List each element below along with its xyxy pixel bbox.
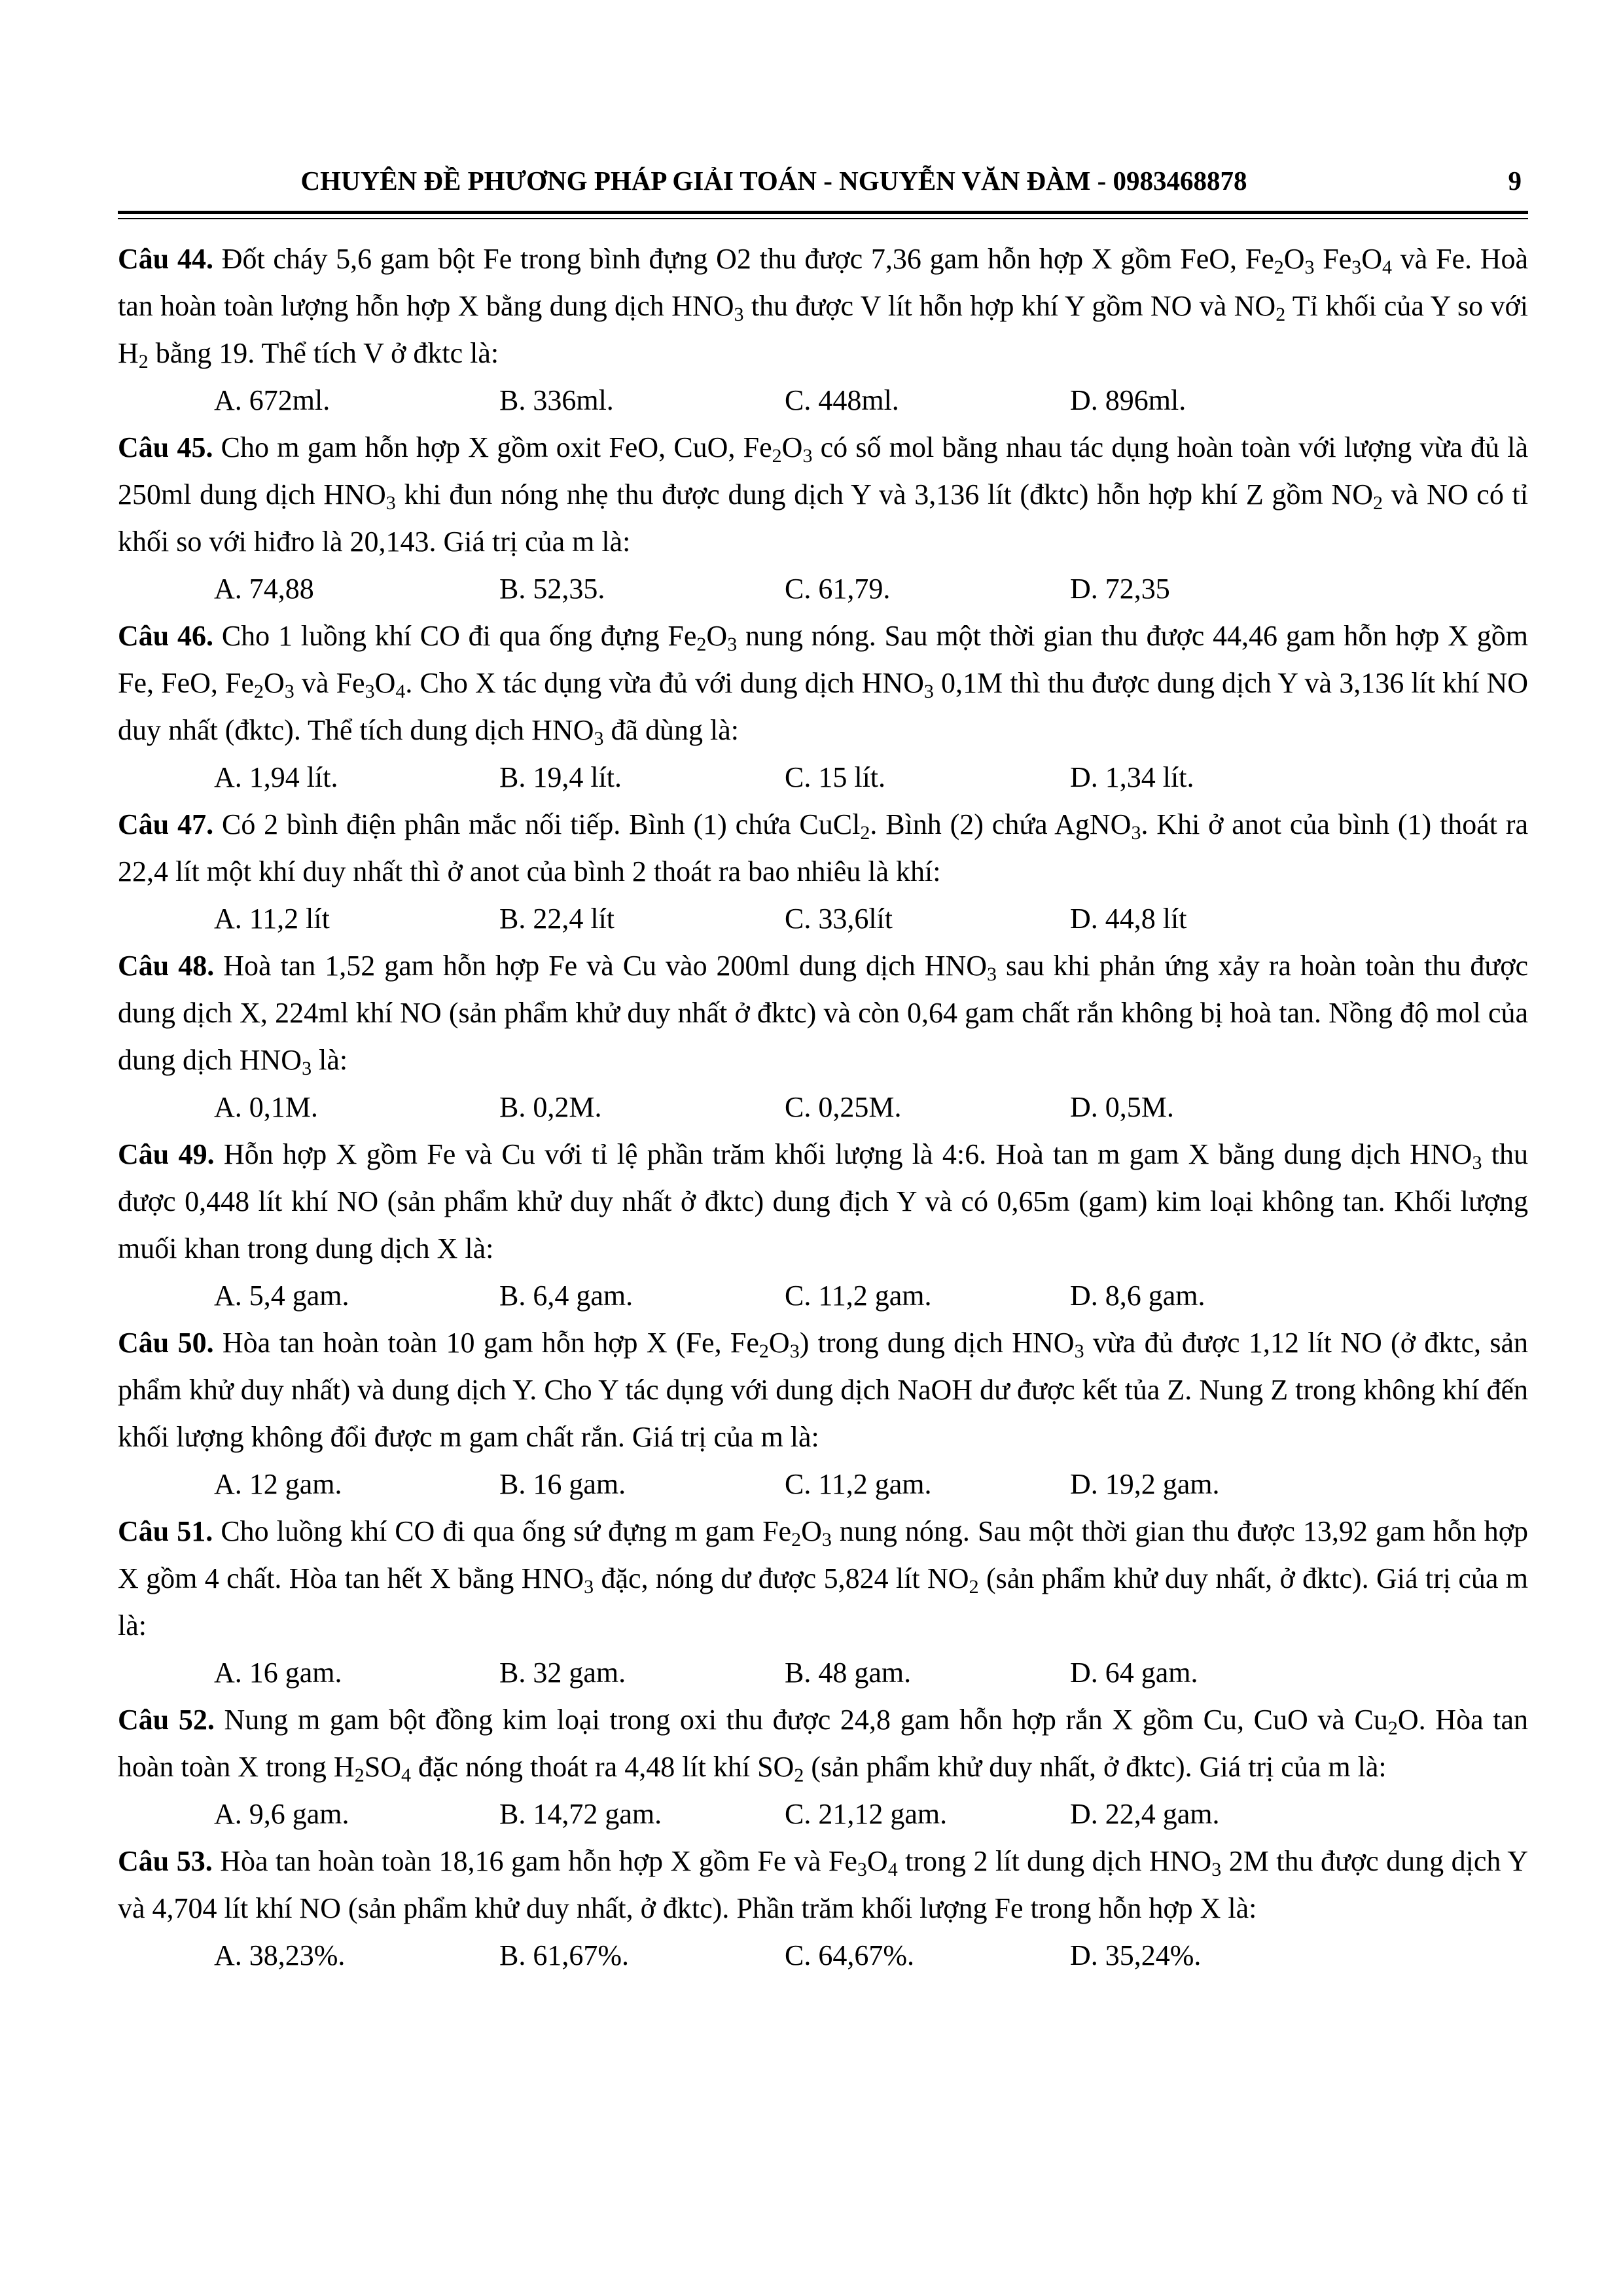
question-label: Câu 45. (118, 431, 213, 463)
answer-option: D. 8,6 gam. (1070, 1280, 1205, 1312)
answer-option: B. 0,2M. (499, 1091, 602, 1123)
answer-option: A. 0,1M. (214, 1091, 318, 1123)
question-stem (118, 1319, 1528, 1461)
answer-options (118, 1791, 1528, 1838)
answer-option: A. 74,88 (214, 573, 314, 605)
header-rule-thin (118, 218, 1528, 219)
answer-option: D. 64 gam. (1070, 1657, 1198, 1689)
answer-option: B. 6,4 gam. (499, 1280, 633, 1312)
answer-option: D. 44,8 lít (1070, 903, 1187, 935)
answer-option: C. 64,67%. (785, 1939, 914, 1971)
answer-option: B. 14,72 gam. (499, 1798, 662, 1830)
answer-option: A. 9,6 gam. (214, 1798, 349, 1830)
answer-option: B. 61,67%. (499, 1939, 629, 1971)
answer-option: A. 16 gam. (214, 1657, 342, 1689)
answer-options (118, 895, 1528, 942)
question-51 (118, 1508, 1528, 1696)
answer-option: D. 22,4 gam. (1070, 1798, 1220, 1830)
answer-options (118, 1461, 1528, 1508)
question-label: Câu 44. (118, 243, 213, 275)
answer-options (118, 1649, 1528, 1696)
answer-option: B. 48 gam. (785, 1657, 912, 1689)
question-label: Câu 46. (118, 620, 214, 652)
answer-option: B. 336ml. (499, 384, 614, 416)
answer-option: D. 1,34 lít. (1070, 761, 1194, 793)
answer-option: A. 5,4 gam. (214, 1280, 349, 1312)
answer-option: C. 11,2 gam. (785, 1468, 932, 1500)
question-label: Câu 47. (118, 808, 214, 840)
answer-option: A. 1,94 lít. (214, 761, 338, 793)
answer-options (118, 1084, 1528, 1131)
answer-option: D. 19,2 gam. (1070, 1468, 1220, 1500)
page-number: 9 (1508, 166, 1522, 196)
answer-option: D. 0,5M. (1070, 1091, 1174, 1123)
question-label: Câu 48. (118, 950, 215, 982)
answer-option: D. 896ml. (1070, 384, 1186, 416)
question-label: Câu 50. (118, 1327, 214, 1359)
answer-option: C. 61,79. (785, 573, 891, 605)
question-stem (118, 613, 1528, 754)
answer-options (118, 1932, 1528, 1979)
page-header (118, 161, 1528, 207)
question-text: Hỗn hợp X gồm Fe và Cu với tỉ lệ phần trăm khối lượng là 4:6. Hoà tan m gam X bằng dung dịch $HNO_3$ thu được 0,448 lít khí NO (sản phẩm khử duy nhất ở đktc) dung địch Y và có 0,65m (gam) kim loại không tan. Khối lượng muối khan trong dung dịch X là: (118, 1138, 1529, 1265)
question-text: Đốt cháy 5,6 gam bột Fe trong bình đựng O2 thu được 7,36 gam hỗn hợp X gồm FeO, $Fe_2O_3$ $Fe_3O_4$ và Fe. Hoà tan hoàn toàn lượng hỗn hợp X bằng dung dịch $HNO_3$ thu được V lít hỗn hợp khí Y gồm NO và $NO_2$ Tỉ khối của Y so với $H_2$ bằng 19. Thể tích V ở đktc là: (118, 243, 1529, 372)
question-stem (118, 801, 1528, 895)
question-list (118, 236, 1528, 1979)
question-text: Nung m gam bột đồng kim loại trong oxi thu được 24,8 gam hỗn hợp rắn X gồm Cu, CuO và $Cu_2O$. Hòa tan hoàn toàn X trong $H_2SO_4$ đặc nóng thoát ra 4,48 lít khí $SO_2$ (sản phẩm khử duy nhất, ở đktc). Giá trị của m là: (118, 1704, 1528, 1786)
answer-option: C. 11,2 gam. (785, 1280, 932, 1312)
question-stem (118, 1131, 1528, 1272)
answer-option: C. 15 lít. (785, 761, 886, 793)
question-text: Có 2 bình điện phân mắc nối tiếp. Bình (1) chứa CuCl$_2$. Bình (2) chứa AgNO$_3$. Khi ở anot của bình (1) thoát ra 22,4 lít một khí duy nhất thì ở anot của bình 2 thoát ra bao nhiêu là khí: (118, 808, 1529, 888)
question-label: Câu 49. (118, 1138, 215, 1170)
answer-option: D. 72,35 (1070, 573, 1170, 605)
answer-option: C. 448ml. (785, 384, 899, 416)
question-45 (118, 424, 1528, 613)
answer-option: B. 16 gam. (499, 1468, 626, 1500)
question-50 (118, 1319, 1528, 1508)
answer-options (118, 754, 1528, 801)
question-stem (118, 1508, 1528, 1649)
question-text: Hòa tan hoàn toàn 10 gam hỗn hợp X (Fe, $Fe_2O_3$) trong dung dịch $HNO_3$ vừa đủ được 1,12 lít NO (ở đktc, sản phẩm khử duy nhất) và dung dịch Y. Cho Y tác dụng với dung dịch NaOH dư được kết tủa Z. Nung Z trong không khí đến khối lượng không đổi được m gam chất rắn. Giá trị của m là: (118, 1327, 1529, 1453)
question-44 (118, 236, 1528, 424)
answer-option: C. 0,25M. (785, 1091, 902, 1123)
answer-option: B. 52,35. (499, 573, 605, 605)
answer-option: D. 35,24%. (1070, 1939, 1202, 1971)
answer-option: B. 19,4 lít. (499, 761, 622, 793)
answer-option: B. 22,4 lít (499, 903, 615, 935)
question-label: Câu 53. (118, 1845, 213, 1877)
question-label: Câu 52. (118, 1704, 215, 1736)
question-stem (118, 236, 1528, 377)
question-stem (118, 1696, 1528, 1791)
answer-option: A. 12 gam. (214, 1468, 342, 1500)
question-text: Cho m gam hỗn hợp X gồm oxit FeO, CuO, $Fe_2O_3$ có số mol bằng nhau tác dụng hoàn toàn với lượng vừa đủ là 250ml dung dịch $HNO_3$ khi đun nóng nhẹ thu được dung dịch Y và 3,136 lít (đktc) hỗn hợp khí Z gồm $NO_2$ và NO có tỉ khối so với hiđro là 20,143. Giá trị của m là: (118, 431, 1529, 558)
question-48 (118, 942, 1528, 1131)
answer-option: A. 672ml. (214, 384, 330, 416)
question-label: Câu 51. (118, 1515, 213, 1547)
answer-option: C. 21,12 gam. (785, 1798, 948, 1830)
answer-option: B. 32 gam. (499, 1657, 626, 1689)
question-stem (118, 1838, 1528, 1932)
question-text: Hòa tan hoàn toàn 18,16 gam hỗn hợp X gồm Fe và $Fe_3O_4$ trong 2 lít dung dịch $HNO_3$ 2M thu được dung dịch Y và 4,704 lít khí NO (sản phẩm khử duy nhất, ở đktc). Phần trăm khối lượng Fe trong hỗn hợp X là: (118, 1845, 1528, 1924)
answer-option: A. 11,2 lít (214, 903, 330, 935)
question-52 (118, 1696, 1528, 1838)
question-49 (118, 1131, 1528, 1319)
question-53 (118, 1838, 1528, 1979)
question-text: Hoà tan 1,52 gam hỗn hợp Fe và Cu vào 200ml dung dịch $HNO_3$ sau khi phản ứng xảy ra hoàn toàn thu được dung dịch X, 224ml khí NO (sản phẩm khử duy nhất ở đktc) và còn 0,64 gam chất rắn không bị hoà tan. Nồng độ mol của dung dịch $HNO_3$ là: (118, 950, 1528, 1079)
question-stem (118, 424, 1528, 565)
header-title: CHUYÊN ĐỀ PHƯƠNG PHÁP GIẢI TOÁN - NGUYỄN VĂN ĐÀM - 0983468878 (300, 166, 1247, 196)
answer-options (118, 565, 1528, 613)
question-46 (118, 613, 1528, 801)
answer-option: A. 38,23%. (214, 1939, 346, 1971)
header-rule-thick (118, 211, 1528, 214)
answer-option: C. 33,6lít (785, 903, 893, 935)
answer-options (118, 377, 1528, 424)
question-text: Cho luồng khí CO đi qua ống sứ đựng m gam $Fe_2O_3$ nung nóng. Sau một thời gian thu được 13,92 gam hỗn hợp X gồm 4 chất. Hòa tan hết X bằng $HNO_3$ đặc, nóng dư được 5,824 lít $NO_2$ (sản phẩm khử duy nhất, ở đktc). Giá trị của m là: (118, 1515, 1529, 1641)
question-stem (118, 942, 1528, 1084)
question-47 (118, 801, 1528, 942)
question-text: Cho 1 luồng khí CO đi qua ống đựng $Fe_2O_3$ nung nóng. Sau một thời gian thu được 44,46 gam hỗn hợp X gồm Fe, FeO, $Fe_2O_3$ và $Fe_3O_4$. Cho X tác dụng vừa đủ với dung dịch $HNO_3$ 0,1M thì thu được dung dịch Y và 3,136 lít khí NO duy nhất (đktc). Thể tích dung dịch $HNO_3$ đã dùng là: (118, 620, 1529, 749)
answer-options (118, 1272, 1528, 1319)
